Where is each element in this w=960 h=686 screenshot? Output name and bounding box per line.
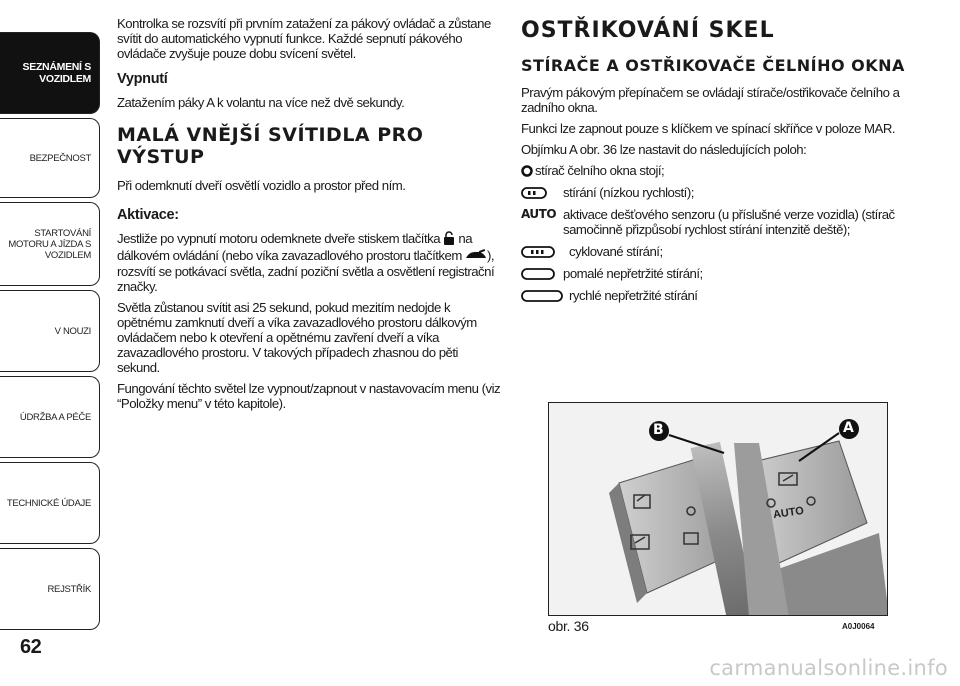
- callout-b-label: B: [653, 422, 664, 438]
- sub-title: STÍRAČE A OSTŘIKOVAČE ČELNÍHO OKNA: [521, 56, 905, 75]
- tab-label: REJSTŘÍK: [47, 583, 91, 595]
- chapter-sidebar: [0, 0, 100, 686]
- trunk-icon: [465, 249, 487, 264]
- off-circle-icon: [521, 163, 535, 178]
- aktivace-heading: Aktivace:: [117, 207, 179, 223]
- left-column: [117, 16, 502, 417]
- list-item: [521, 207, 906, 237]
- tab-technicke-udaje[interactable]: [0, 462, 100, 544]
- tab-label: STARTOVÁNÍ MOTORU A JÍZDA S VOZIDLEM: [8, 227, 91, 261]
- section-paragraph: Při odemknutí dveří osvětlí vozidlo a prostor před ním.: [117, 178, 406, 193]
- watermark: carmanualsonline.info: [709, 656, 948, 680]
- list-item-label: pomalé nepřetržité stírání;: [563, 266, 703, 281]
- page-number: 62: [20, 636, 42, 658]
- vypnuti-paragraph: Zatažením páky A k volantu na více než dvě sekundy.: [117, 95, 405, 110]
- tab-startovani[interactable]: [0, 202, 100, 286]
- aktivace-paragraph-1: [117, 231, 502, 294]
- aktivace-paragraph-2: Světla zůstanou svítit asi 25 sekund, pokud mezitím nedojde k opětnému zamknutí dveří a víka zavazadlového prostoru dálkovým ovládačem nebo k otevření a opětnému zavření dveří a víka zavazadlového prostoru. V takových případech zhasnou do pěti sekund.: [117, 300, 477, 376]
- fast-continuous-icon: [521, 288, 569, 303]
- auto-text-icon: AUTO: [521, 207, 557, 221]
- figure-caption: obr. 36: [548, 618, 589, 634]
- unlock-icon: [443, 231, 455, 248]
- right-column: [521, 16, 906, 310]
- list-item-label: stírač čelního okna stojí;: [535, 163, 665, 178]
- list-item: [521, 288, 906, 303]
- tab-v-nouzi[interactable]: [0, 290, 100, 372]
- intro-paragraph: Kontrolka se rozsvítí při prvním zatažení za pákový ovládač a zůstane svítit do automatického vypnutí funkce. Každé sepnutí pákového ovládače zvyšuje pouze dobu svícení světel.: [117, 16, 491, 61]
- tab-label: V NOUZI: [54, 325, 91, 337]
- list-item-label: cyklované stírání;: [569, 244, 663, 259]
- list-item: [521, 244, 906, 259]
- tab-bezpecnost[interactable]: [0, 118, 100, 198]
- right-paragraph-2: Funkci lze zapnout pouze s klíčkem ve spínací skříňce v poloze MAR.: [521, 121, 896, 136]
- list-item: [521, 266, 906, 281]
- auto-label: AUTO: [772, 504, 805, 522]
- tab-seznameni[interactable]: [0, 32, 100, 114]
- tab-label: BEZPEČNOST: [29, 152, 91, 164]
- tab-udrzba[interactable]: [0, 376, 100, 458]
- intermittent-icon: [521, 244, 569, 259]
- low-speed-icon: [521, 185, 563, 200]
- list-item: [521, 185, 906, 200]
- vypnuti-heading: Vypnutí: [117, 71, 168, 87]
- aktivace-paragraph-3: Fungování těchto světel lze vypnout/zapnout v nastavovacím menu (viz “Položky menu” v této kapitole).: [117, 381, 501, 412]
- list-item-label: aktivace dešťového senzoru (u příslušné verze vozidla) (stírač samočinně přizpůsobí rychlost stírání intenzitě deště);: [563, 207, 895, 237]
- callout-a-label: A: [843, 420, 854, 436]
- tab-label: SEZNÁMENÍ S VOZIDLEM: [22, 61, 91, 85]
- list-item-label: rychlé nepřetržité stírání: [569, 288, 698, 303]
- aktivace-text-a: Jestliže po vypnutí motoru odemknete dveře stiskem tlačítka: [117, 231, 441, 246]
- right-paragraph-1: Pravým pákovým přepínačem se ovládají stírače/ostřikovače čelního a zadního okna.: [521, 85, 900, 115]
- main-title: OSTŘIKOVÁNÍ SKEL: [521, 18, 775, 43]
- tab-label: ÚDRŽBA A PÉČE: [19, 411, 91, 423]
- section-heading: MALÁ VNĚJŠÍ SVÍTIDLA PRO VÝSTUP: [117, 124, 424, 168]
- aktivace-text-c: ), rozsvítí se potkávací světla, zadní poziční světla a osvětlení registrační značky.: [117, 248, 495, 295]
- wiper-lever-figure: [548, 402, 888, 616]
- right-paragraph-3: Objímku A obr. 36 lze nastavit do následujících poloh:: [521, 142, 807, 157]
- list-item: [521, 163, 906, 178]
- tab-rejstrik[interactable]: [0, 548, 100, 630]
- tab-label: TECHNICKÉ ÚDAJE: [6, 497, 91, 509]
- slow-continuous-icon: [521, 266, 563, 281]
- wiper-lever-illustration: [549, 403, 888, 616]
- figure-code: A0J0064: [842, 622, 875, 631]
- aktivace-text-b: na dálkovém ovládání (nebo víka zavazadlového prostoru tlačítkem: [117, 231, 473, 264]
- list-item-label: stírání (nízkou rychlostí);: [563, 185, 694, 200]
